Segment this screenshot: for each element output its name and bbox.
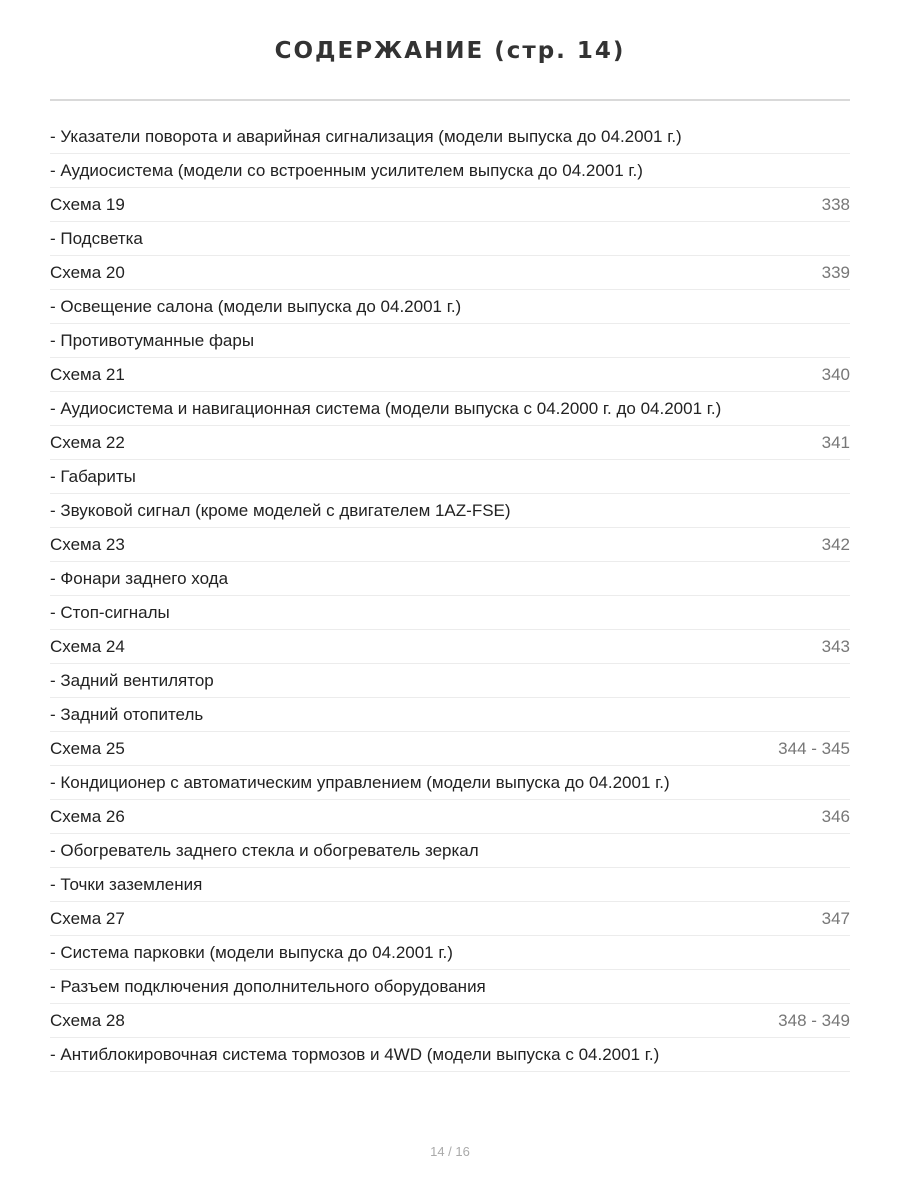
toc-section-row[interactable] — [50, 188, 850, 222]
toc-item-row[interactable] — [50, 596, 850, 630]
toc-item-row[interactable] — [50, 868, 850, 902]
toc-entry-label: Схема 25 — [50, 739, 125, 758]
toc-item-row[interactable] — [50, 290, 850, 324]
toc-entry-label: - Система парковки (модели выпуска до 04.2001 г.) — [50, 943, 453, 962]
toc-section-row[interactable] — [50, 630, 850, 664]
toc-entry-label: - Указатели поворота и аварийная сигнализация (модели выпуска до 04.2001 г.) — [50, 127, 682, 146]
toc-entry-label: Схема 20 — [50, 263, 125, 282]
toc-item-row[interactable] — [50, 664, 850, 698]
table-of-contents — [50, 120, 850, 1072]
toc-page-number: 344 - 345 — [778, 739, 850, 758]
toc-item-row[interactable] — [50, 562, 850, 596]
toc-entry-label: - Задний вентилятор — [50, 671, 214, 690]
toc-item-row[interactable] — [50, 392, 850, 426]
toc-entry-label: - Обогреватель заднего стекла и обогреватель зеркал — [50, 841, 479, 860]
toc-entry-label: Схема 23 — [50, 535, 125, 554]
toc-entry-label: Схема 19 — [50, 195, 125, 214]
toc-section-row[interactable] — [50, 902, 850, 936]
toc-entry-label: Схема 24 — [50, 637, 125, 656]
toc-item-row[interactable] — [50, 766, 850, 800]
toc-entry-label: - Аудиосистема и навигационная система (модели выпуска с 04.2000 г. до 04.2001 г.) — [50, 399, 722, 418]
toc-section-row[interactable] — [50, 426, 850, 460]
toc-item-row[interactable] — [50, 222, 850, 256]
toc-entry-label: Схема 22 — [50, 433, 125, 452]
toc-entry-label: - Противотуманные фары — [50, 331, 255, 350]
toc-entry-label: - Стоп-сигналы — [50, 603, 170, 622]
toc-page-number: 338 — [821, 195, 850, 214]
toc-page-number: 342 — [821, 535, 850, 554]
toc-page-number: 340 — [821, 365, 850, 384]
toc-entry-label: - Аудиосистема (модели со встроенным усилителем выпуска до 04.2001 г.) — [50, 161, 643, 180]
toc-section-row[interactable] — [50, 732, 850, 766]
toc-page-number: 343 — [821, 637, 850, 656]
toc-entry-label: Схема 28 — [50, 1011, 125, 1030]
toc-entry-label: - Задний отопитель — [50, 705, 204, 724]
toc-item-row[interactable] — [50, 1038, 850, 1072]
page-indicator: 14 / 16 — [430, 1144, 470, 1159]
toc-item-row[interactable] — [50, 970, 850, 1004]
toc-item-row[interactable] — [50, 120, 850, 154]
toc-entry-label: - Габариты — [50, 467, 136, 486]
toc-section-row[interactable] — [50, 800, 850, 834]
toc-section-row[interactable] — [50, 1004, 850, 1038]
toc-section-row[interactable] — [50, 256, 850, 290]
toc-entry-label: - Точки заземления — [50, 875, 203, 894]
toc-entry-label: Схема 26 — [50, 807, 125, 826]
toc-item-row[interactable] — [50, 698, 850, 732]
toc-page-number: 341 — [821, 433, 850, 452]
toc-entry-label: Схема 27 — [50, 909, 125, 928]
page-title: СОДЕРЖАНИЕ (стр. 14) — [274, 38, 626, 64]
toc-item-row[interactable] — [50, 460, 850, 494]
toc-page-number: 347 — [821, 909, 850, 928]
toc-item-row[interactable] — [50, 834, 850, 868]
toc-section-row[interactable] — [50, 528, 850, 562]
toc-item-row[interactable] — [50, 154, 850, 188]
toc-entry-label: - Фонари заднего хода — [50, 569, 229, 588]
title-divider — [50, 99, 850, 101]
toc-entry-label: - Кондиционер с автоматическим управлением (модели выпуска до 04.2001 г.) — [50, 773, 670, 792]
toc-entry-label: - Антиблокировочная система тормозов и 4WD (модели выпуска с 04.2001 г.) — [50, 1045, 660, 1064]
toc-page-number: 339 — [821, 263, 850, 282]
toc-page-number: 346 — [821, 807, 850, 826]
toc-item-row[interactable] — [50, 936, 850, 970]
toc-item-row[interactable] — [50, 324, 850, 358]
toc-item-row[interactable] — [50, 494, 850, 528]
toc-entry-label: - Разъем подключения дополнительного оборудования — [50, 977, 486, 996]
toc-page-number: 348 - 349 — [778, 1011, 850, 1030]
toc-entry-label: - Подсветка — [50, 229, 143, 248]
toc-section-row[interactable] — [50, 358, 850, 392]
toc-entry-label: Схема 21 — [50, 365, 125, 384]
toc-entry-label: - Освещение салона (модели выпуска до 04.2001 г.) — [50, 297, 462, 316]
toc-entry-label: - Звуковой сигнал (кроме моделей с двигателем 1AZ-FSE) — [50, 501, 511, 520]
